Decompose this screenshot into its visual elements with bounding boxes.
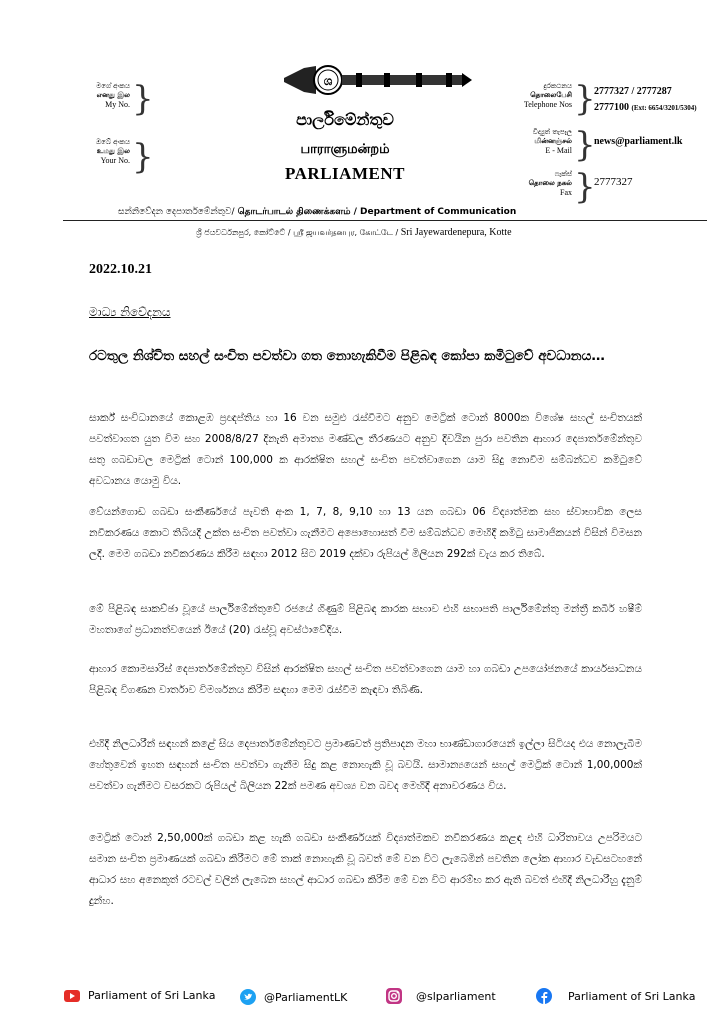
fax-brace: } xyxy=(574,167,596,207)
header-divider xyxy=(63,220,707,221)
youtube-icon xyxy=(64,990,80,1002)
footer-youtube[interactable]: Parliament of Sri Lanka xyxy=(64,989,215,1002)
svg-text:ශ: ශ xyxy=(323,74,333,88)
telephone-brace: } xyxy=(574,79,596,119)
paragraph-6: මෙට්‍රික් ටොන් 2,50,000ක් ගබඩා කළ හැකි ගබඩා සංකීර්ණයක් විද්‍යාත්මකව නවීකරණය කළඳ එහි ධාරිතාවය උපරිමයට සමාන සංචිත ප්‍රමාණයක් ගබඩා කිරීමට මේ තාක් නොහැකි වූ බවත් මේ වන විට ලැබෙමින් පවතින ලෝක ආහාර වැඩසටහනේ ආධාර සහ අනෙකුත් රටවල් වලින් ලැබෙන සහල් ආධාර ගබඩා කිරීම මේ වන විට ආරම්භ කර ඇති බවත් එහිදී නිලධාරීහු දැනුම් දුන්හ. xyxy=(89,832,642,907)
title-english: PARLIAMENT xyxy=(285,164,405,183)
facebook-icon xyxy=(536,988,552,1004)
fax-value: 2777327 xyxy=(594,176,633,188)
paragraph-4: ආහාර කොමසාරිස් දෙපාර්තමේන්තුව විසින් ආරක්ෂිත සහල් සංචිත පවත්වාගෙන යාම හා ගබඩා උපයෝජනයේ කාර්යසාධනය පිළිබඳ විගණන වාර්තාව විමර්ශනය කිරීම සඳහා මෙම රැස්වීම කැඳවා තිබිණි. xyxy=(89,663,642,696)
my-no-brace: } xyxy=(132,79,154,119)
paragraph-1: සාර්ක් සංවිධානයේ කොළඹ ප්‍රඥප්තිය හා 16 වන සමුළු රැස්වීමට අනුව මෙට්‍රික් ටොන් 8000ක විශේෂ සහල් සංචිතයක් පවත්වාගත යුත විම සහ 2008/8/27 දිනැති අමාත්‍ය මණ්ඩල තීරණයට අනුව දිවයින පුරා පවතින ආහාර දෙපාර්තමේන්තුව සතු ගබඩාවල මෙට්‍රික් ටොන් 100,000 ක ආරක්ෂිත සහල් සංචිත පවත්වාගෙන යාම සිදු නොවීම සම්බන්ධව කමිටුවේ අවධානය යොමු විය. xyxy=(89,412,642,487)
document-subject: රටතුල නිශ්චිත සහල් සංචිත පවත්වා ගත නොහැකිවීම පිළිබඳ කෝපා කමිටුවේ අවධානය… xyxy=(89,348,605,364)
telephone-label: දුරකථනය தொலைபேசி Telephone Nos xyxy=(523,82,572,109)
paragraph-3: මේ පිළිබඳ සාකච්ඡා වූයේ පාර්ලිමේන්තුවේ රජයේ ගිණුම් පිළිබඳ කාරක සභාව එහි සභාපති පාර්ලිමේන්තු මන්ත්‍රී කබීර් හෂීම් මහතාගේ ප්‍රධානත්වයෙන් ඊයේ (20) රැස්වූ අවස්ථාවේදිය. xyxy=(89,603,642,636)
title-sinhala: පාර්ලිමේන්තුව xyxy=(296,110,394,129)
telephone-value-1: 2777327 / 2777287 xyxy=(594,86,672,97)
fax-label: ෆැක්ස් தொலை நகல் Fax xyxy=(528,170,572,197)
telephone-value-2: 2777100 (Ext: 6654/3201/5304) xyxy=(594,102,697,113)
twitter-icon xyxy=(240,989,256,1005)
department-line: සන්නිවේදන දෙපාර්තමේන්තුව/ தொடர்பாடல் திணைக்களம் / Department of Communication xyxy=(118,207,517,217)
footer-twitter[interactable]: @ParliamentLK xyxy=(240,989,347,1005)
address-line: ශ්‍රී ජයවර්ධනපුර, කෝට්ටේ / ஸ்ரீ ஜயவர்தனபுர, கோட்டே / Sri Jayewardenepura, Kotte xyxy=(196,227,512,238)
paragraph-2: වේයන්ගොඩ ගබඩා සංකීර්ණයේ පැවති අංක 1, 7, 8, 9,10 හා 13 යන ගබඩා 06 විද්‍යාත්මක සහ ස්වාභාවික ලෙස නවීකරණය කොට තිබියදී උක්ත සංචිත පවත්වා ගැනීමට අපොහොසත් වීම සම්බන්ධව මෙහිදී කමිටු සාමාජිකයන් විසින් විමසන ලදී. මෙම ගබඩා නවීකරණය කිරීම සඳහා 2012 සිට 2019 දක්වා රුපියල් මිලියන 292ක් වැය කර තිබේ. xyxy=(89,506,642,560)
your-no-brace: } xyxy=(132,137,154,177)
document-date: 2022.10.21 xyxy=(89,262,152,277)
parliament-mace-logo xyxy=(276,60,476,102)
document-heading: මාධ්‍ය නිවේදනය xyxy=(89,305,171,319)
footer-instagram[interactable]: @slparliament xyxy=(386,988,496,1004)
email-label: විද්‍යුත් තැපෑල மின்னஞ்சல் E - Mail xyxy=(532,128,572,155)
my-no-label: මගේ අංකය எனது இல My No. xyxy=(96,82,130,109)
instagram-icon xyxy=(386,988,402,1004)
your-no-label: ඔබේ අංකය உமது இல Your No. xyxy=(96,138,130,165)
paragraph-5: එහිදී නිලධාරීන් සඳහන් කළේ සිය දෙපාර්තමේන්තුවට ප්‍රමාණවත් ප්‍රතිපාදන මහා භාණ්ඩාගාරයෙන් ඉල්ලා සිටියද එය නොලැබීම හේතුවෙන් ඉහත සඳහන් සංචිත පවත්වා ගැනීම සිදු කළ නොහැකි වූ බවයි. සාමාන්‍යයෙන් සහල් මෙට්‍රික් ටොන් 1,00,000ක් පවත්වා ගැනීමට වසරකට රුපියල් බිලියන 22ක් පමණ අවශ්‍ය වන බවද මෙහිදී අනාවරණය විය. xyxy=(89,738,642,792)
email-brace: } xyxy=(574,125,596,165)
email-value[interactable]: news@parliament.lk xyxy=(594,136,683,147)
title-tamil: பாராளுமன்றம் xyxy=(300,142,390,157)
footer-facebook[interactable]: Parliament of Sri Lanka xyxy=(536,988,695,1004)
